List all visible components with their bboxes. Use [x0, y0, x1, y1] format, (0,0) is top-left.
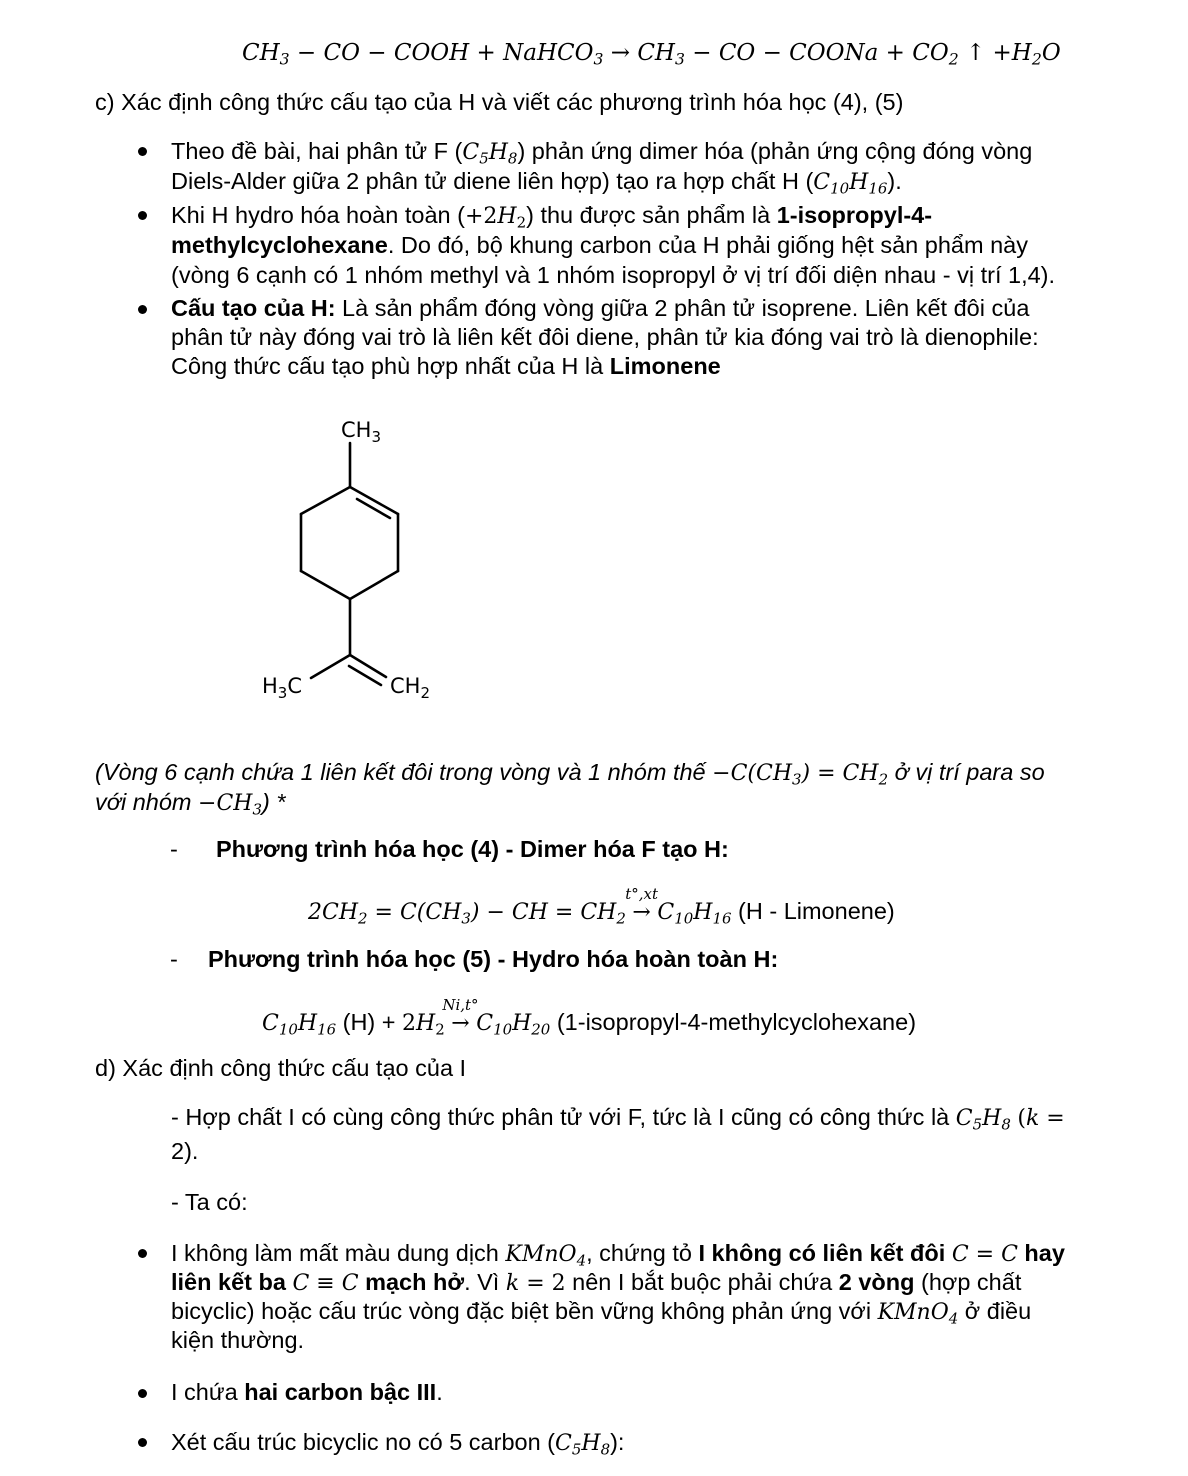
bullet: [138, 305, 147, 314]
bullet: [138, 1389, 147, 1398]
c-bullet-1-line-1: Theo đề bài, hai phân tử F $(C_5H_8)$ phản ứng dimer hóa (phản ứng cộng đóng vòng: [171, 138, 1033, 168]
d-bullet-1-line-2: liên kết ba C ≡ C mạch hở. Vì k = 2 nên I bắt buộc phải chứa 2 vòng (hợp chất: [171, 1269, 1022, 1296]
d-bullet-1-line-1: I không làm mất màu dung dịch KMnO$_4$, chứng tỏ I không có liên kết đôi C = C hay: [171, 1240, 1065, 1270]
d-paragraph-2: - Ta có:: [171, 1189, 248, 1215]
d-paragraph-1-line-2: 2).: [171, 1138, 199, 1164]
note-line-2: với nhóm $-CH_3$) *: [95, 789, 286, 819]
equation-4-condition: t°,xt: [625, 884, 658, 903]
d-bullet-1-line-3: bicyclic) hoặc cấu trúc vòng đặc biệt bền vững không phản ứng với KMnO$_4$ ở điều: [171, 1298, 1032, 1328]
c-bullet-2-line-1: Khi H hydro hóa hoàn toàn $(+2H_2)$ thu được sản phẩm là 1-isopropyl-4-: [171, 202, 933, 232]
d-bullet-2: I chứa hai carbon bậc III.: [171, 1379, 443, 1405]
c-bullet-2-line-3: (vòng 6 cạnh có 1 nhóm methyl và 1 nhóm isopropyl ở vị trí đối diện nhau - vị trí 1,4).: [171, 262, 1056, 288]
bullet: [138, 1438, 147, 1447]
structure-label-top: $CH_3$: [341, 418, 382, 446]
bullet: [138, 211, 147, 220]
equation-5-heading: Phương trình hóa học (5) - Hydro hóa hoàn toàn H:: [208, 946, 779, 972]
equation-4-heading: Phương trình hóa học (4) - Dimer hóa F tạo H:: [216, 836, 729, 862]
c-bullet-3-line-3: Công thức cấu tạo phù hợp nhất của H là Limonene: [171, 353, 721, 379]
bullet: [138, 147, 147, 156]
formula-plus-2h2: $+2H_2$: [464, 204, 527, 232]
c-bullet-3-line-2: phân tử này đóng vai trò là liên kết đôi diene, phân tử kia đóng vai trò là dienophile:: [171, 324, 1039, 350]
note-line-1: (Vòng 6 cạnh chứa 1 liên kết đôi trong vòng và 1 nhóm thế $-C(CH_3) = CH_2$ ở vị trí para so: [95, 759, 1045, 789]
bullet: [138, 1249, 147, 1258]
formula-c5h8: $C_5H_8$: [462, 140, 518, 168]
d-bullet-1-line-4: kiện thường.: [171, 1327, 305, 1353]
c-bullet-1-line-2: Diels-Alder giữa 2 phân tử diene liên hợp) tạo ra hợp chất H $(C_{10}H_{16})$.: [171, 168, 902, 198]
section-d-heading: d) Xác định công thức cấu tạo của I: [95, 1055, 467, 1081]
equation-5-condition: Ni,t°: [442, 995, 479, 1014]
c-bullet-3-line-1: Cấu tạo của H: Là sản phẩm đóng vòng giữa 2 phân tử isoprene. Liên kết đôi của: [171, 295, 1030, 321]
dash: -: [170, 946, 178, 972]
equation-top: $CH_3$ − CO − COOH + NaHCO$_3$ → $CH_3$ − CO − COONa + $CO_2$ ↑ $+H_2O$: [242, 40, 1061, 69]
formula-c10h16: $C_{10}H_{16}$: [813, 170, 888, 198]
structure-label-right: $CH_2$: [390, 674, 431, 702]
c-bullet-2-line-2: methylcyclohexane. Do đó, bộ khung carbon của H phải giống hệt sản phẩm này: [171, 232, 1028, 258]
equation-4: $2CH_2 = C(CH_3)$ − CH = $CH_2$ t°,xt → $C_{10}H_{16}$ (H - Limonene): [308, 884, 895, 928]
limonene-structure: [240, 405, 480, 715]
d-paragraph-1-line-1: - Hợp chất I có cùng công thức phân tử với F, tức là I cũng có công thức là $C_5H_8$ (k =: [171, 1104, 1065, 1134]
dash: -: [170, 836, 178, 862]
d-bullet-3: Xét cấu trúc bicyclic no có 5 carbon $(C_5H_8)$:: [171, 1429, 625, 1459]
section-c-heading: c) Xác định công thức cấu tạo của H và viết các phương trình hóa học (4), (5): [95, 89, 904, 115]
equation-5: $C_{10}H_{16}$ $(H) + 2H_2$ Ni,t° → $C_{10}H_{20}$ (1-isopropyl-4-methylcyclohexane): [262, 995, 917, 1039]
structure-label-left: $H_3C$: [262, 674, 303, 702]
